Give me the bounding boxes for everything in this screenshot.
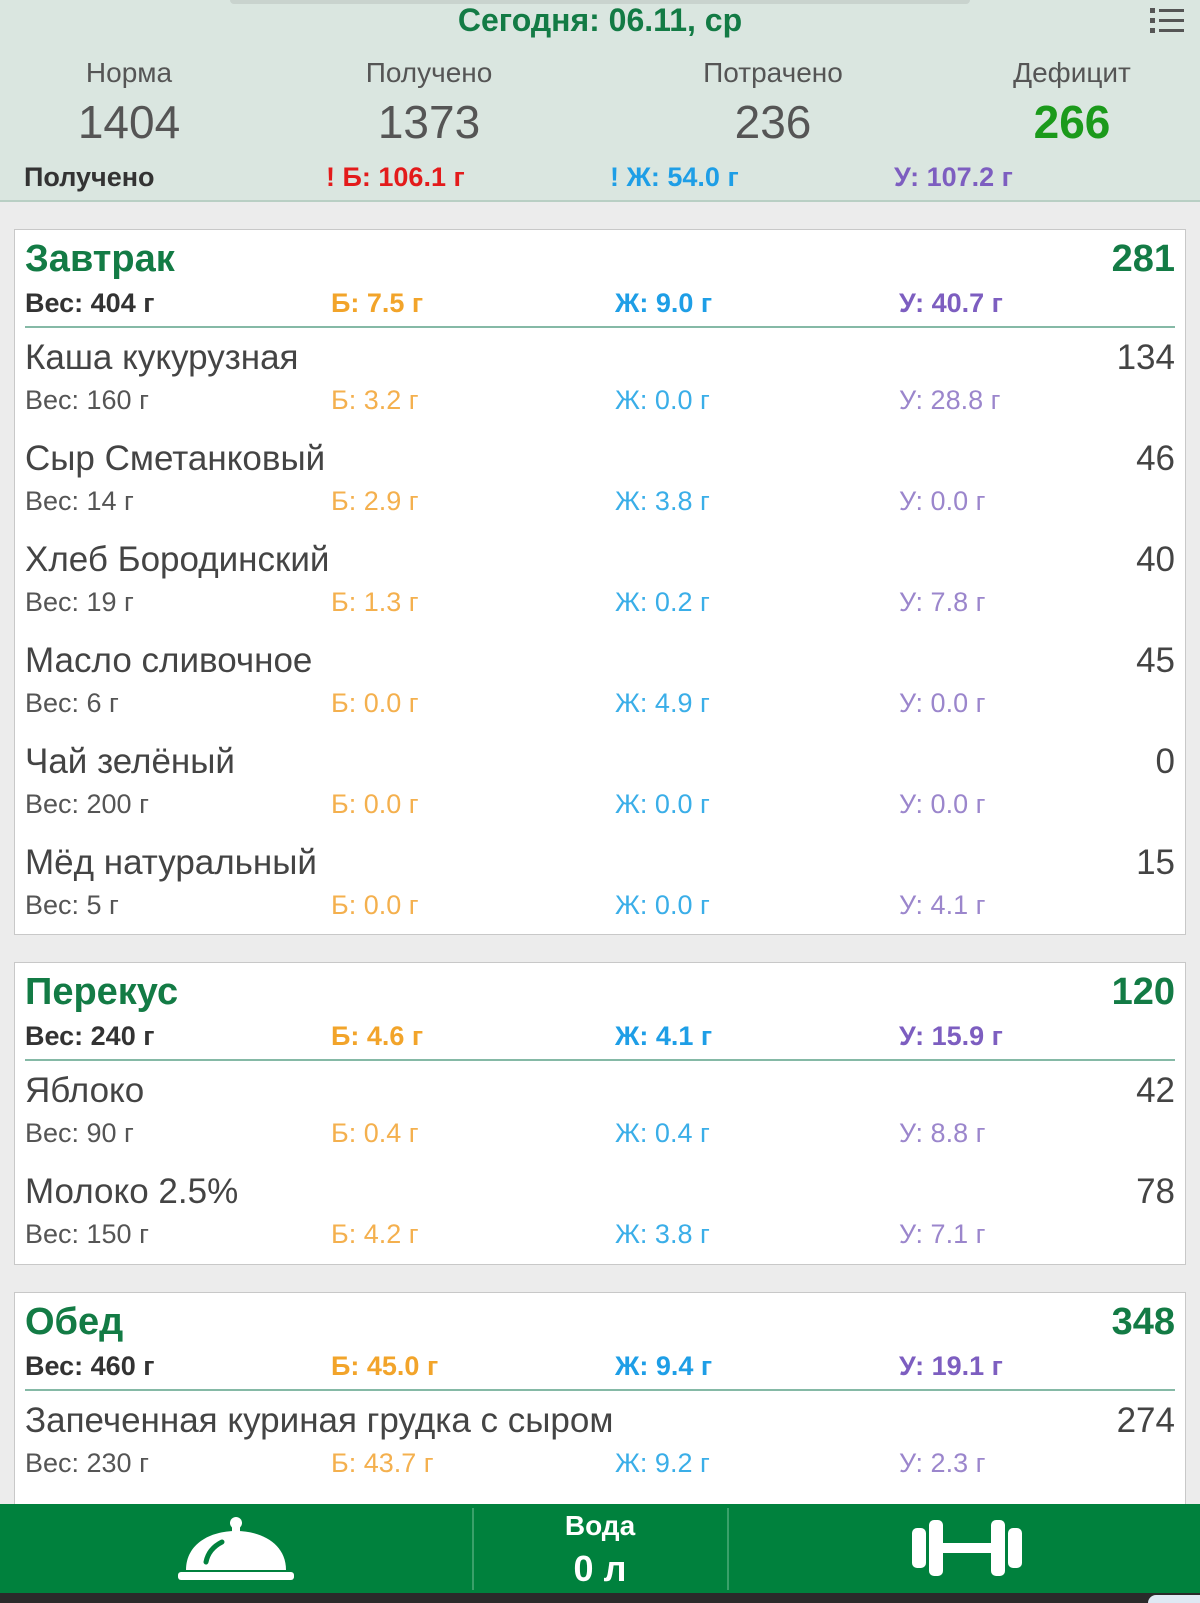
food-fat: Ж: 0.4 г <box>615 1118 710 1148</box>
food-item[interactable] <box>25 833 1175 934</box>
summary-norm-value: 1404 <box>77 96 181 148</box>
food-item[interactable] <box>25 530 1175 631</box>
food-item[interactable] <box>25 631 1175 732</box>
food-name: Масло сливочное <box>25 641 313 680</box>
list-menu-icon[interactable] <box>1150 6 1184 36</box>
meal-weight: Вес: 404 г <box>25 288 155 318</box>
summary-received-value: 1373 <box>377 96 481 148</box>
meal-name: Перекус <box>25 971 179 1013</box>
food-weight: Вес: 230 г <box>25 1448 149 1478</box>
food-fat: Ж: 4.9 г <box>615 688 710 718</box>
food-weight: Вес: 19 г <box>25 587 134 617</box>
meal-kcal: 120 <box>1111 971 1175 1013</box>
meal-fat: Ж: 9.4 г <box>615 1351 713 1381</box>
food-protein: Б: 0.0 г <box>331 789 419 819</box>
food-protein: Б: 3.2 г <box>331 385 419 415</box>
food-kcal: 40 <box>1136 540 1175 579</box>
meal-protein: Б: 45.0 г <box>331 1351 439 1381</box>
water-label[interactable]: Вода <box>564 1510 636 1541</box>
food-kcal: 0 <box>1155 742 1175 781</box>
summary-norm-label: Норма <box>85 57 173 88</box>
food-name: Яблоко <box>25 1071 145 1110</box>
meal-weight: Вес: 460 г <box>25 1351 155 1381</box>
bottom-action-bar <box>0 1504 1200 1593</box>
summary-norm[interactable] <box>0 56 259 152</box>
meal-kcal: 281 <box>1111 238 1175 280</box>
water-value[interactable]: 0 л <box>573 1548 627 1589</box>
food-fat: Ж: 3.8 г <box>615 1219 710 1249</box>
food-name: Сыр Сметанковый <box>25 439 326 478</box>
food-name: Молоко 2.5% <box>25 1172 239 1211</box>
food-fat: Ж: 0.0 г <box>615 385 710 415</box>
food-carbs: У: 0.0 г <box>899 688 986 718</box>
food-kcal: 134 <box>1116 338 1175 377</box>
meal-header[interactable] <box>25 1293 1175 1391</box>
food-carbs: У: 28.8 г <box>899 385 1001 415</box>
food-carbs: У: 0.0 г <box>899 486 986 516</box>
summary-deficit-value: 266 <box>1033 96 1111 148</box>
received-macros-label: Получено <box>24 162 155 192</box>
meal-carbs: У: 19.1 г <box>899 1351 1003 1381</box>
meal-card-snack <box>14 962 1186 1265</box>
food-protein: Б: 0.4 г <box>331 1118 419 1148</box>
food-weight: Вес: 150 г <box>25 1219 149 1249</box>
food-weight: Вес: 6 г <box>25 688 119 718</box>
food-protein: Б: 0.0 г <box>331 688 419 718</box>
date-title[interactable]: Сегодня: 06.11, ср <box>457 2 743 38</box>
meal-card-lunch <box>14 1292 1186 1524</box>
summary-spent-value: 236 <box>734 96 812 148</box>
food-protein: Б: 4.2 г <box>331 1219 419 1249</box>
dumbbell-icon <box>912 1518 1022 1578</box>
meal-carbs: У: 15.9 г <box>899 1021 1003 1051</box>
food-carbs: У: 7.8 г <box>899 587 986 617</box>
food-fat: Ж: 9.2 г <box>615 1448 710 1478</box>
summary-received-label: Получено <box>365 57 493 88</box>
food-weight: Вес: 200 г <box>25 789 149 819</box>
food-kcal: 274 <box>1116 1401 1175 1440</box>
food-weight: Вес: 160 г <box>25 385 149 415</box>
food-item[interactable] <box>25 1391 1175 1492</box>
food-name: Чай зелёный <box>25 742 235 781</box>
meal-header[interactable] <box>25 963 1175 1061</box>
food-kcal: 46 <box>1136 439 1175 478</box>
received-fat: ! Ж: 54.0 г <box>610 162 739 192</box>
meal-name: Обед <box>25 1301 124 1343</box>
food-carbs: У: 2.3 г <box>899 1448 986 1478</box>
meal-protein: Б: 7.5 г <box>331 288 424 318</box>
food-weight: Вес: 5 г <box>25 890 119 920</box>
food-fat: Ж: 0.0 г <box>615 789 710 819</box>
daily-summary-header <box>0 0 1200 202</box>
cloche-icon <box>176 1514 296 1584</box>
food-carbs: У: 8.8 г <box>899 1118 986 1148</box>
add-exercise-button[interactable] <box>729 1504 1200 1593</box>
food-name: Хлеб Бородинский <box>25 540 330 579</box>
food-name: Мёд натуральный <box>25 843 317 882</box>
summary-spent[interactable] <box>643 56 903 152</box>
add-food-button[interactable] <box>0 1504 473 1593</box>
meal-card-breakfast <box>14 229 1186 935</box>
food-carbs: У: 0.0 г <box>899 789 986 819</box>
meal-fat: Ж: 4.1 г <box>615 1021 713 1051</box>
food-name: Каша кукурузная <box>25 338 299 377</box>
summary-deficit-label: Дефицит <box>1013 57 1131 88</box>
food-protein: Б: 0.0 г <box>331 890 419 920</box>
meal-fat: Ж: 9.0 г <box>615 288 713 318</box>
food-carbs: У: 4.1 г <box>899 890 986 920</box>
food-carbs: У: 7.1 г <box>899 1219 986 1249</box>
food-fat: Ж: 0.0 г <box>615 890 710 920</box>
meal-protein: Б: 4.6 г <box>331 1021 424 1051</box>
nav-indicator <box>1148 1595 1200 1603</box>
food-item[interactable] <box>25 1061 1175 1162</box>
food-kcal: 78 <box>1136 1172 1175 1211</box>
summary-spent-label: Потрачено <box>703 57 843 88</box>
meal-kcal: 348 <box>1111 1301 1175 1343</box>
received-protein: ! Б: 106.1 г <box>326 162 465 192</box>
food-kcal: 15 <box>1136 843 1175 882</box>
food-kcal: 45 <box>1136 641 1175 680</box>
food-protein: Б: 2.9 г <box>331 486 419 516</box>
food-item[interactable] <box>25 1162 1175 1263</box>
food-name: Запеченная куриная грудка с сыром <box>25 1401 614 1440</box>
meal-weight: Вес: 240 г <box>25 1021 155 1051</box>
food-item[interactable] <box>25 429 1175 530</box>
food-kcal: 42 <box>1136 1071 1175 1110</box>
food-fat: Ж: 3.8 г <box>615 486 710 516</box>
summary-deficit[interactable] <box>942 56 1200 152</box>
food-weight: Вес: 14 г <box>25 486 134 516</box>
food-protein: Б: 1.3 г <box>331 587 419 617</box>
food-item[interactable] <box>25 328 1175 429</box>
food-weight: Вес: 90 г <box>25 1118 134 1148</box>
food-fat: Ж: 0.2 г <box>615 587 710 617</box>
system-nav-strip <box>0 1593 1200 1603</box>
food-item[interactable] <box>25 732 1175 833</box>
summary-received[interactable] <box>299 56 559 152</box>
meal-name: Завтрак <box>25 238 175 280</box>
received-carbs: У: 107.2 г <box>894 162 1013 192</box>
meal-header[interactable] <box>25 230 1175 328</box>
meal-carbs: У: 40.7 г <box>899 288 1003 318</box>
food-protein: Б: 43.7 г <box>331 1448 434 1478</box>
